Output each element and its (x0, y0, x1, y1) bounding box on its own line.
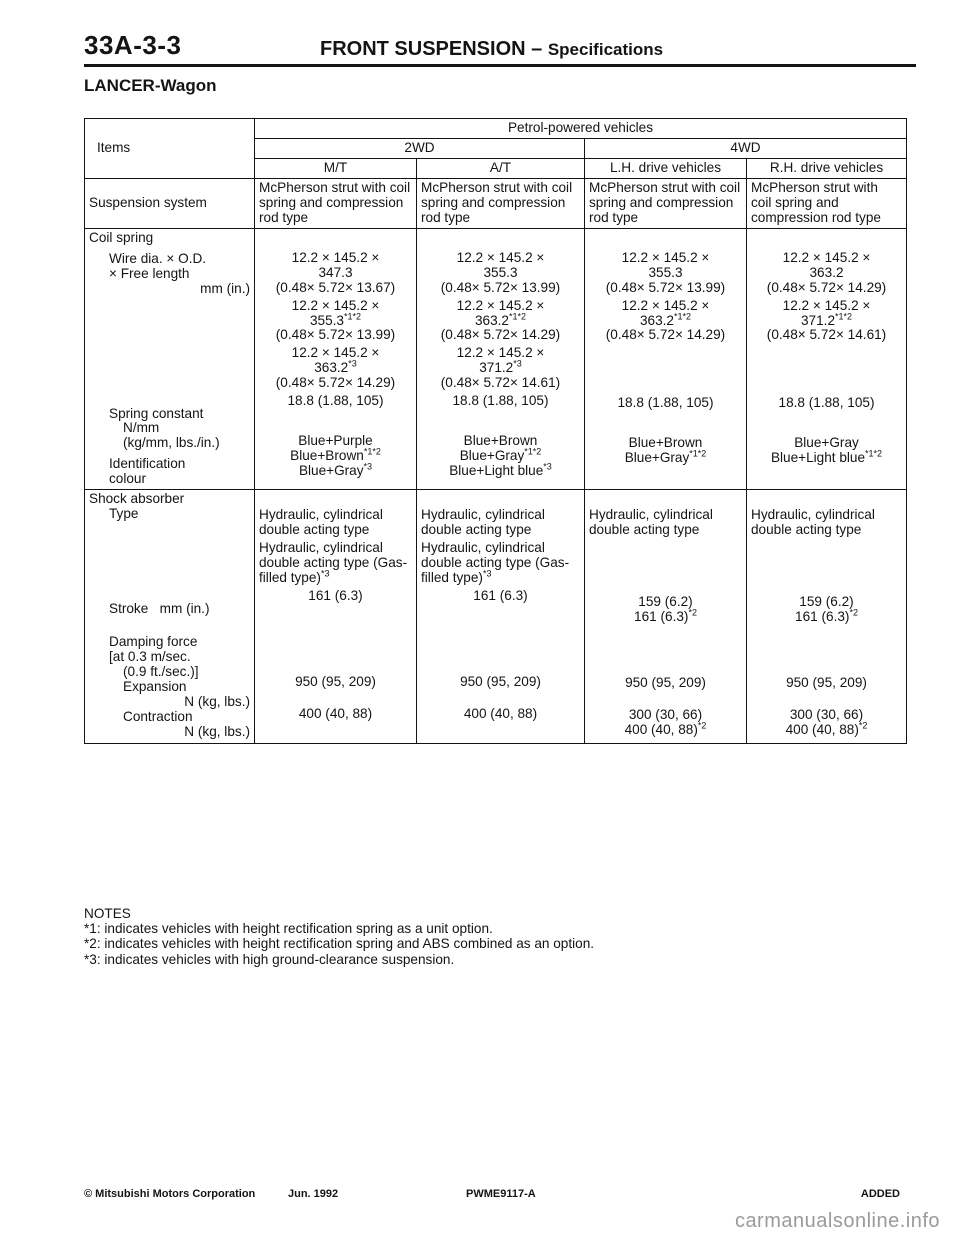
wire-label-2: × Free length (109, 265, 190, 281)
header-row-1 (85, 119, 907, 139)
ident-label-1: Identification (109, 456, 186, 472)
footer-status: ADDED (860, 1188, 900, 1200)
shock-lh (585, 490, 747, 744)
note-item: *2: indicates vehicles with height rectification spring and ABS combined as an option. (84, 936, 595, 952)
wire-value: 12.2 × 145.2 × 363.2 (0.48× 5.72× 14.29) (766, 249, 887, 295)
title-subtitle: Specifications (547, 40, 664, 59)
footer-date: Jun. 1992 (288, 1188, 339, 1200)
wire-value: 12.2 × 145.2 × 355.3 (0.48× 5.72× 13.99) (605, 249, 726, 295)
suspension-at: McPherson strut with coil spring and compression rod type (417, 178, 585, 228)
type-value: Hydraulic, cylindrical double acting type (751, 507, 875, 538)
expansion-value: 950 (95, 209) (295, 674, 376, 690)
ident-value: Blue+Brown Blue+Gray$^{*1*2}$ (624, 435, 707, 466)
coil-spring-label: Coil spring (89, 229, 154, 245)
ident-value: Blue+Purple Blue+Brown$^{*1*2}$ Blue+Gray$^{*3}$ (290, 433, 381, 479)
contraction-label-2: N (kg, lbs.) (184, 723, 250, 739)
stroke-value: 159 (6.2) 161 $(6.3)^{*2}$ (795, 594, 858, 625)
spring-rate-value: 18.8 (1.88, 105) (778, 395, 875, 411)
wire-value: 12.2 × 145.2 × $355.3^{*1*2}$ (0.48× 5.72× 13.99) (275, 297, 396, 343)
type-value-gas: Hydraulic, cylindrical double acting type (Gas-filled type)$^{*3}$ (259, 540, 408, 586)
footer-code: PWME9117-A (466, 1188, 536, 1200)
notes-title: NOTES (84, 906, 131, 921)
expansion-value: 950 (95, 209) (460, 674, 541, 690)
wire-value: 12.2 × 145.2 × $371.2^{*1*2}$ (0.48× 5.72× 14.61) (766, 297, 887, 343)
contraction-value: 400 (40, 88) (298, 705, 373, 721)
group-4wd-header: 4WD (585, 138, 907, 158)
damping-label-2: [at 0.3 m/sec. (109, 649, 191, 665)
ident-value: Blue+Gray Blue+Light blue$^{*1*2}$ (770, 435, 883, 466)
suspension-rh: McPherson strut with coil spring and compression rod type (747, 178, 907, 228)
expansion-label-2: N (kg, lbs.) (184, 693, 250, 709)
wire-value: 12.2 × 145.2 × $363.2^{*3}$ (0.48× 5.72× 14.29) (275, 345, 396, 391)
col-rh-header: R.H. drive vehicles (747, 158, 907, 178)
suspension-row (85, 178, 907, 228)
footer-copyright: © Mitsubishi Motors Corporation (84, 1188, 256, 1200)
contraction-value: 400 (40, 88) (463, 705, 538, 721)
type-label: Type (109, 506, 139, 522)
damping-label-1: Damping force (109, 634, 198, 650)
section-title: LANCER-Wagon (84, 76, 217, 95)
contraction-value: 300 (30, 66) 400 (40, 88)$^{*2}$ (785, 707, 868, 738)
note-item: *3: indicates vehicles with high ground-clearance suspension. (84, 951, 455, 967)
shock-mt (255, 490, 417, 744)
wire-value: 12.2 × 145.2 × $363.2^{*1*2}$ (0.48× 5.72× 14.29) (440, 297, 561, 343)
coil-mt (255, 228, 417, 490)
shock-at (417, 490, 585, 744)
spec-table (84, 118, 907, 744)
coil-at (417, 228, 585, 490)
spring-rate-value: 18.8 (1.88, 105) (287, 393, 384, 409)
col-lh-header: L.H. drive vehicles (585, 158, 747, 178)
type-value-gas: Hydraulic, cylindrical double acting type (Gas-filled type)$^{*3}$ (421, 540, 570, 586)
rate-label-1: Spring constant (109, 405, 204, 421)
ident-label-2: colour (109, 471, 147, 487)
expansion-value: 950 (95, 209) (625, 675, 706, 691)
spring-rate-value: 18.8 (1.88, 105) (617, 395, 714, 411)
notes (84, 906, 594, 967)
col-mt-header: M/T (255, 158, 417, 178)
expansion-label-1: Expansion (123, 679, 187, 695)
items-header: Items (85, 119, 255, 179)
coil-rh (747, 228, 907, 490)
wire-value: 12.2 × 145.2 × $363.2^{*1*2}$ (0.48× 5.72× 14.29) (605, 297, 726, 343)
page-number: 33A-3-3 (84, 30, 182, 60)
watermark: carmanualsonline.info (734, 1210, 940, 1232)
page-header (84, 30, 916, 64)
shock-labels (85, 490, 255, 744)
contraction-label-1: Contraction (123, 708, 193, 724)
petrol-header: Petrol-powered vehicles (255, 119, 907, 139)
col-at-header: A/T (417, 158, 585, 178)
group-2wd-header: 2WD (255, 138, 585, 158)
rate-label-2: N/mm (123, 420, 160, 436)
spring-rate-value: 18.8 (1.88, 105) (452, 393, 549, 409)
title-separator: – (525, 38, 548, 60)
type-value: Hydraulic, cylindrical double acting type (421, 507, 545, 538)
wire-value: 12.2 × 145.2 × $371.2^{*3}$ (0.48× 5.72× 14.61) (440, 345, 561, 391)
suspension-label: Suspension system (85, 178, 255, 228)
expansion-value: 950 (95, 209) (786, 675, 867, 691)
suspension-lh: McPherson strut with coil spring and compression rod type (585, 178, 747, 228)
wire-value: 12.2 × 145.2 × 355.3 (0.48× 5.72× 13.99) (440, 249, 561, 295)
wire-value: 12.2 × 145.2 × 347.3 (0.48× 5.72× 13.67) (275, 249, 396, 295)
title-main: FRONT SUSPENSION (320, 38, 526, 60)
coil-spring-row (85, 228, 907, 490)
coil-spring-labels (85, 228, 255, 490)
ident-value: Blue+Brown Blue+Gray$^{*1*2}$ Blue+Light blue$^{*3}$ (449, 433, 552, 479)
coil-lh (585, 228, 747, 490)
type-value: Hydraulic, cylindrical double acting type (259, 507, 383, 538)
header-rule (84, 64, 916, 67)
type-value: Hydraulic, cylindrical double acting type (589, 507, 713, 538)
stroke-label: Stroke mm (in.) (109, 601, 210, 617)
suspension-mt: McPherson strut with coil spring and compression rod type (255, 178, 417, 228)
note-item: *1: indicates vehicles with height rectification spring as a unit option. (84, 921, 493, 937)
wire-label-1: Wire dia. × O.D. (109, 250, 207, 266)
contraction-value: 300 (30, 66) 400 (40, 88)$^{*2}$ (624, 707, 707, 738)
wire-label-3: mm (in.) (200, 280, 250, 296)
shock-rh (747, 490, 907, 744)
shock-absorber-row (85, 490, 907, 744)
rate-label-3: (kg/mm, lbs./in.) (123, 435, 220, 451)
damping-label-3: (0.9 ft./sec.)] (123, 664, 199, 680)
stroke-value: 161 (6.3) (473, 588, 528, 604)
stroke-value: 159 (6.2) 161 $(6.3)^{*2}$ (634, 594, 697, 625)
shock-label: Shock absorber (89, 491, 185, 507)
stroke-value: 161 (6.3) (308, 588, 363, 604)
page-title (320, 38, 663, 61)
